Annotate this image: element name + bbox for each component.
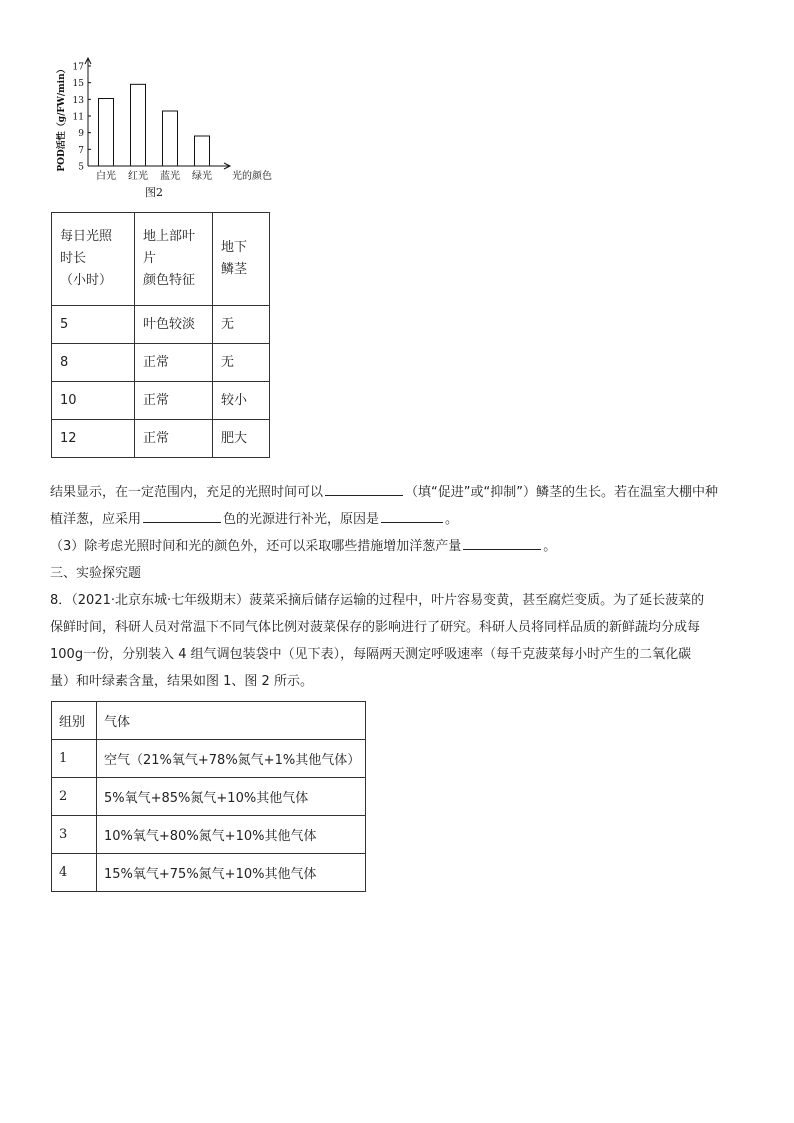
table-cell: 正常 (135, 382, 213, 420)
table-cell: 10%氧气+80%氮气+10%其他气体 (97, 816, 366, 854)
table-cell: 12 (52, 420, 135, 458)
answer-blank (143, 508, 221, 523)
header-cell-duration: 每日光照 时长 （小时） (52, 213, 135, 306)
header-cell-bulb: 地下 鳞茎 (213, 213, 270, 306)
y-tick-label: 5 (78, 162, 84, 173)
table-row (52, 854, 366, 892)
y-axis-label: POD活性（g/FW/min） (57, 64, 67, 172)
table-cell: 叶色较淡 (135, 306, 213, 344)
question-8-line-4: 量）和叶绿素含量，结果如图 1、图 2 所示。 (50, 674, 313, 689)
y-tick-label: 11 (72, 112, 84, 123)
question-3-end: 。 (543, 539, 557, 554)
question-8-line-1: 8．（2021·北京东城·七年级期末）菠菜采摘后储存运输的过程中，叶片容易变黄，甚至腐烂变质。为了延长菠菜的 (50, 593, 705, 608)
header-cell-group: 组别 (52, 702, 97, 740)
bar (131, 84, 146, 166)
table-cell: 正常 (135, 420, 213, 458)
question-3 (50, 533, 754, 560)
table-header-row (52, 702, 366, 740)
table-cell: 10 (52, 382, 135, 420)
table-row (52, 778, 366, 816)
light-duration-table (51, 212, 270, 458)
table-row (52, 816, 366, 854)
table-cell: 正常 (135, 344, 213, 382)
table-cell: 较小 (213, 382, 270, 420)
result-line-2 (50, 506, 754, 533)
y-tick-label: 15 (72, 79, 84, 90)
result-text-c: 植洋葱，应采用 (50, 512, 142, 527)
table-cell: 肥大 (213, 420, 270, 458)
x-axis-label: 光的颜色 (232, 171, 272, 182)
table-cell: 15%氧气+75%氮气+10%其他气体 (97, 854, 366, 892)
pod-activity-chart (52, 48, 282, 208)
table-cell: 1 (52, 740, 97, 778)
x-tick-label: 白光 (96, 171, 116, 182)
y-tick-label: 9 (78, 129, 84, 140)
table-cell: 4 (52, 854, 97, 892)
answer-blank (381, 508, 443, 523)
result-text-d: 色的光源进行补光，原因是 (223, 512, 380, 527)
result-line-1 (50, 479, 754, 506)
answer-blank (325, 481, 403, 496)
y-tick-label: 13 (72, 95, 84, 106)
result-paragraph (50, 479, 754, 695)
bar (163, 111, 178, 166)
table-cell: 无 (213, 344, 270, 382)
question-8-line-2: 保鲜时间，科研人员对常温下不同气体比例对菠菜保存的影响进行了研究。科研人员将同样品质的新鲜蔬均分成每 (50, 620, 701, 635)
table-cell: 3 (52, 816, 97, 854)
chart-svg (52, 48, 282, 208)
table-row (52, 344, 270, 382)
bar (195, 136, 210, 166)
table-row (52, 740, 366, 778)
y-tick-label: 7 (78, 145, 84, 156)
x-tick-label: 绿光 (192, 171, 212, 182)
result-text-a: 结果显示，在一定范围内，充足的光照时间可以 (50, 485, 324, 500)
x-tick-label: 蓝光 (160, 171, 180, 182)
header-cell-leaf-color: 地上部叶 片 颜色特征 (135, 213, 213, 306)
gas-group-table (51, 701, 366, 892)
result-text-e: 。 (445, 512, 459, 527)
bar (99, 99, 114, 167)
table-cell: 2 (52, 778, 97, 816)
table-row (52, 306, 270, 344)
answer-blank (463, 535, 541, 550)
section-heading: 三、实验探究题 (50, 566, 142, 581)
table-cell: 空气（21%氧气+78%氮气+1%其他气体） (97, 740, 366, 778)
y-tick-label: 17 (72, 62, 84, 73)
figure-caption: 图2 (145, 186, 163, 199)
table-cell: 8 (52, 344, 135, 382)
table-header-row (52, 213, 270, 306)
table-cell: 5 (52, 306, 135, 344)
table-row (52, 382, 270, 420)
header-cell-gas: 气体 (97, 702, 366, 740)
question-8-line-3: 100g一份，分别装入 4 组气调包装袋中（见下表），每隔两天测定呼吸速率（每千克菠菜每小时产生的二氧化碳 (50, 647, 692, 662)
result-text-b: （填“促进”或“抑制”）鳞茎的生长。若在温室大棚中种 (405, 485, 718, 500)
question-3-text: （3）除考虑光照时间和光的颜色外，还可以采取哪些措施增加洋葱产量 (50, 539, 462, 554)
table-cell: 5%氧气+85%氮气+10%其他气体 (97, 778, 366, 816)
table-cell: 无 (213, 306, 270, 344)
table-row (52, 420, 270, 458)
x-tick-label: 红光 (128, 171, 148, 182)
